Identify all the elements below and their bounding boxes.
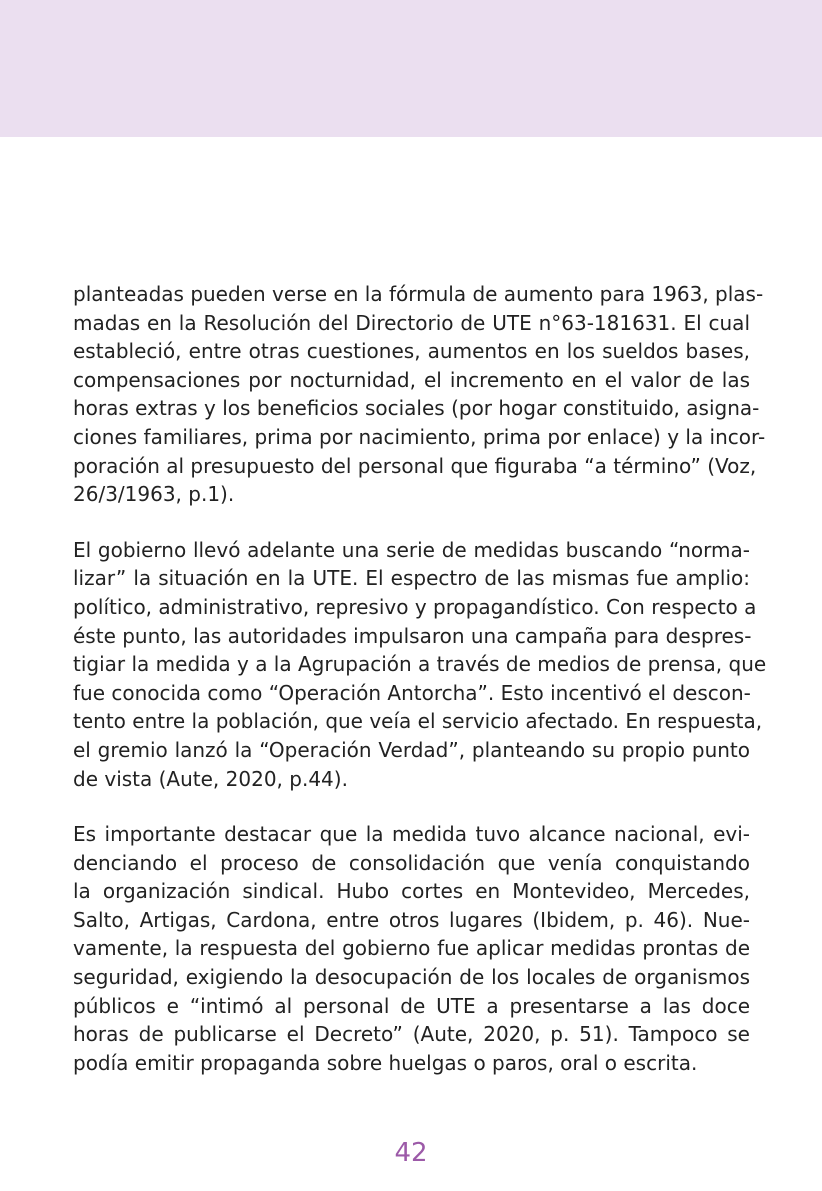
text-line: lizar” la situación en la UTE. El espectro de las mismas fue amplio: [73,566,750,591]
text-line: compensaciones por nocturnidad, el incremento en el valor de las [73,367,750,392]
text-line: Es importante destacar que la medida tuvo alcance nacional, evi- [73,822,750,847]
paragraph-3 [73,820,750,1077]
text-line: éste punto, las autoridades impulsaron una campaña para despres- [73,623,752,648]
text-line: la organización sindical. Hubo cortes en Montevideo, Mercedes, [73,879,750,904]
paragraph-2 [73,536,767,793]
text-line: denciando el proceso de consolidación que venía conquistando [73,850,750,875]
body-text [73,280,767,1104]
text-line: 26/3/1963, p.1). [73,482,235,507]
text-line: poración al presupuesto del personal que figuraba “a término” (Voz, [73,453,757,478]
text-line: el gremio lanzó la “Operación Verdad”, planteando su propio punto [73,737,750,762]
page-number: 42 [394,1138,428,1168]
text-line: Salto, Artigas, Cardona, entre otros lugares (Ibidem, p. 46). Nue- [73,907,750,932]
text-line: tigiar la medida y a la Agrupación a través de medios de prensa, que [73,652,767,677]
text-line: horas de publicarse el Decreto” (Aute, 2020, p. 51). Tampoco se [73,1022,750,1047]
text-line: vamente, la respuesta del gobierno fue aplicar medidas prontas de [73,936,750,961]
text-line: estableció, entre otras cuestiones, aumentos en los sueldos bases, [73,339,750,364]
text-line: públicos e “intimó al personal de UTE a presentarse a las doce [73,993,750,1018]
text-line: ciones familiares, prima por nacimiento, prima por enlace) y la incor- [73,424,766,449]
text-line: El gobierno llevó adelante una serie de medidas buscando “norma- [73,537,750,562]
text-line: fue conocida como “Operación Antorcha”. Esto incentivó el descon- [73,680,751,705]
text-line: madas en la Resolución del Directorio de UTE n°63-181631. El cual [73,310,750,335]
text-line: horas extras y los beneficios sociales (por hogar constituido, asigna- [73,396,760,421]
paragraph-1 [73,280,766,509]
text-line: seguridad, exigiendo la desocupación de los locales de organismos [73,965,750,990]
text-line: podía emitir propaganda sobre huelgas o paros, oral o escrita. [73,1050,698,1075]
text-line: tento entre la población, que veía el servicio afectado. En respuesta, [73,709,763,734]
text-line: planteadas pueden verse en la fórmula de aumento para 1963, plas- [73,282,764,306]
text-line: de vista (Aute, 2020, p.44). [73,766,348,791]
text-line: político, administrativo, represivo y propagandístico. Con respecto a [73,594,757,619]
header-band [0,0,822,137]
